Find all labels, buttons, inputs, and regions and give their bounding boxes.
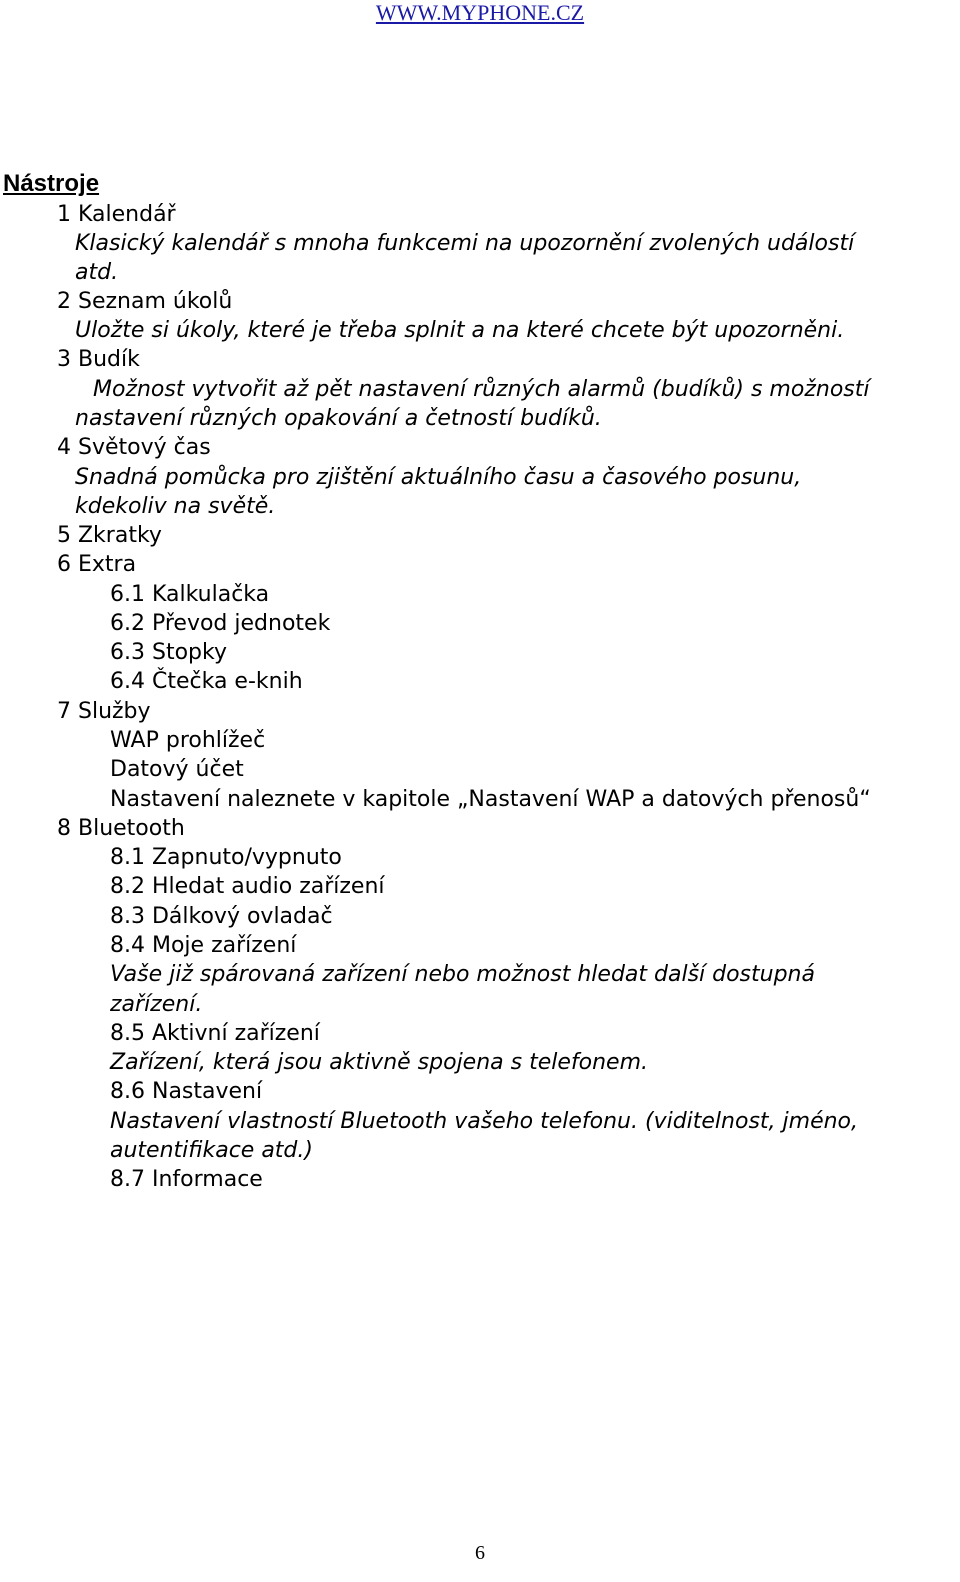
section-title: Nástroje <box>3 170 100 197</box>
item-description: atd. <box>75 260 119 285</box>
item-description: Klasický kalendář s mnoha funkcemi na upozornění zvolených událostí <box>75 231 855 256</box>
item-description: Nastavení vlastností Bluetooth vašeho telefonu. (viditelnost, jméno, <box>110 1109 858 1134</box>
item-description: kdekoliv na světě. <box>75 494 276 519</box>
subitem-datovy-ucet: Datový účet <box>110 757 244 782</box>
item-budik: 3 Budík <box>57 347 140 372</box>
subitem-moje-zarizeni: 8.4 Moje zařízení <box>110 933 297 958</box>
subitem-dalkovy-ovladac: 8.3 Dálkový ovladač <box>110 904 333 929</box>
item-note: Nastavení naleznete v kapitole „Nastavení WAP a datových přenosů“ <box>110 787 871 812</box>
item-bluetooth: 8 Bluetooth <box>57 816 185 841</box>
subitem-hledat-audio: 8.2 Hledat audio zařízení <box>110 874 385 899</box>
subitem-aktivni-zarizeni: 8.5 Aktivní zařízení <box>110 1021 320 1046</box>
header-link[interactable]: WWW.MYPHONE.CZ <box>375 0 585 25</box>
page-header <box>0 0 960 26</box>
item-kalendar: 1 Kalendář <box>57 202 176 227</box>
subitem-informace: 8.7 Informace <box>110 1167 263 1192</box>
item-description: Uložte si úkoly, které je třeba splnit a na které chcete být upozorněni. <box>75 318 845 343</box>
item-description: Zařízení, která jsou aktivně spojena s telefonem. <box>110 1050 649 1075</box>
item-svetovy-cas: 4 Světový čas <box>57 435 211 460</box>
item-zkratky: 5 Zkratky <box>57 523 162 548</box>
subitem-zapnuto-vypnuto: 8.1 Zapnuto/vypnuto <box>110 845 342 870</box>
item-description: zařízení. <box>110 992 203 1017</box>
item-extra: 6 Extra <box>57 552 137 577</box>
item-description: autentifikace atd.) <box>110 1138 313 1163</box>
item-description: Možnost vytvořit až pět nastavení různých alarmů (budíků) s možností <box>93 377 870 402</box>
item-seznam-ukolu: 2 Seznam úkolů <box>57 289 233 314</box>
subitem-nastaveni: 8.6 Nastavení <box>110 1079 263 1104</box>
subitem-ctecka-eknih: 6.4 Čtečka e-knih <box>110 669 303 694</box>
item-description: nastavení různých opakování a četností budíků. <box>75 406 602 431</box>
item-description: Snadná pomůcka pro zjištění aktuálního času a časového posunu, <box>75 465 802 490</box>
subitem-kalkulacka: 6.1 Kalkulačka <box>110 582 270 607</box>
page-number: 6 <box>475 1542 485 1564</box>
item-description: Vaše již spárovaná zařízení nebo možnost hledat další dostupná <box>110 962 815 987</box>
subitem-wap-prohlizec: WAP prohlížeč <box>110 728 266 753</box>
item-sluzby: 7 Služby <box>57 699 151 724</box>
subitem-prevod-jednotek: 6.2 Převod jednotek <box>110 611 331 636</box>
subitem-stopky: 6.3 Stopky <box>110 640 227 665</box>
